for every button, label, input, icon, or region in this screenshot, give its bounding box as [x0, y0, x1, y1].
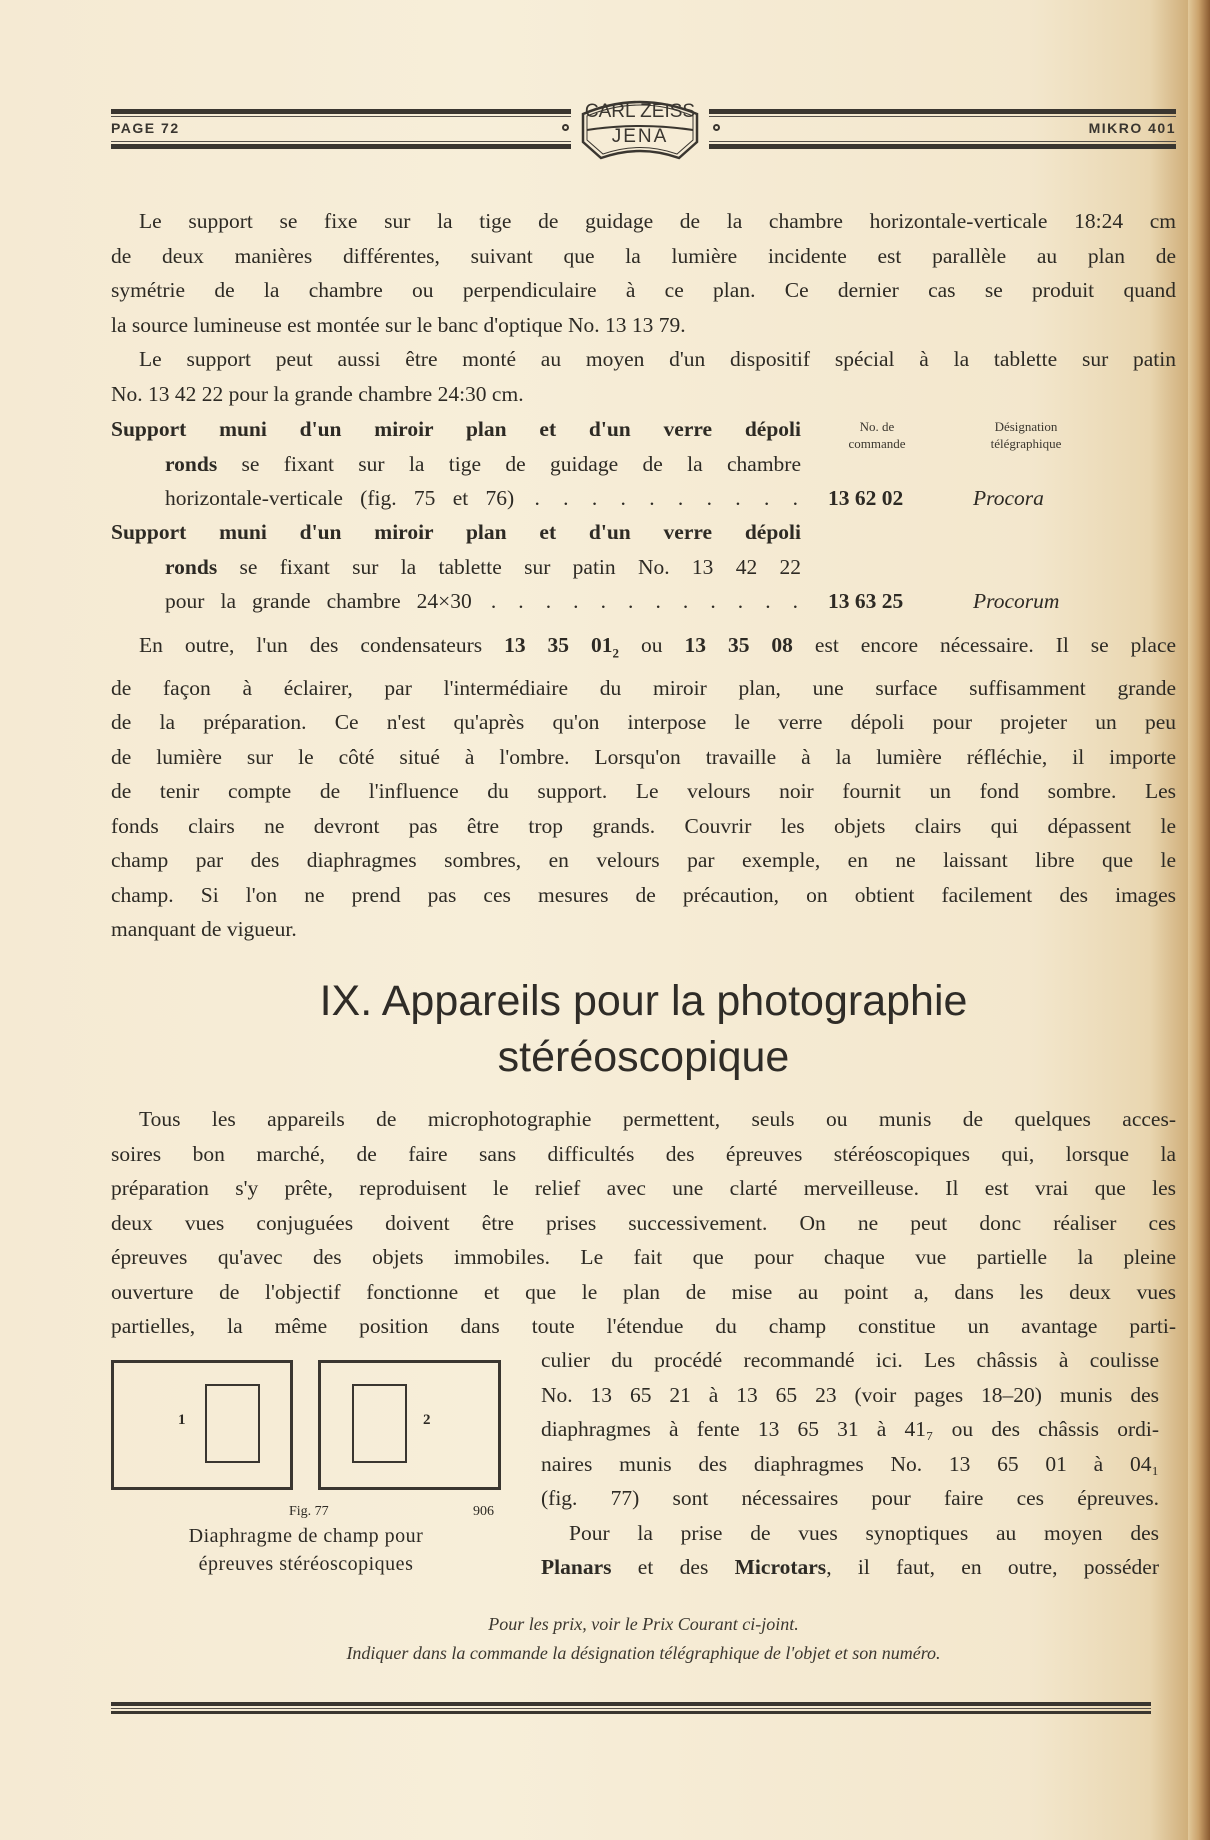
header-rule [709, 141, 1176, 142]
product-title [111, 515, 801, 550]
figure-caption [111, 1522, 501, 1578]
note-line: Pour les prix, voir le Prix Courant ci-joint. [488, 1614, 799, 1634]
caption-line: Diaphragme de champ pour [188, 1525, 424, 1547]
text-line: épreuves qu'avec des objets immobiles. Le fait que pour chaque vue partielle la pleine [111, 1245, 1176, 1269]
text-line: Pour la prise de vues synoptiques au moyen des [569, 1520, 1159, 1545]
text-run: est encore nécessaire. Il se place [792, 633, 1177, 657]
figure-77 [111, 1360, 501, 1580]
text-line: fonds clairs ne devront pas être trop grands. Couvrir les objets clairs qui dépassent le [111, 813, 1176, 838]
page-edge [1188, 0, 1210, 1840]
text-line: naires munis des diaphragmes No. 13 65 01 à 04₁ [541, 1451, 1159, 1476]
carl-zeiss-logo [575, 92, 705, 166]
text-line: de tenir compte de l'influence du support. Le velours noir fournit un fond sombre. Les [111, 779, 1176, 804]
logo-text-jena: JENA [611, 126, 669, 147]
product-item [111, 412, 801, 516]
text-line: de deux manières différentes, suivant que la lumière incidente est parallèle au plan de [111, 243, 1176, 268]
pricing-note [111, 1610, 1176, 1668]
header-rule [709, 109, 1176, 114]
product-title [111, 412, 801, 447]
product-number: 13 35 08 [684, 633, 793, 657]
text-line: Le support se fixe sur la tige de guidage de la chambre horizontale-verticale 18:24 cm [139, 209, 1176, 233]
dot-leader: . . . . . . . . . . [514, 486, 801, 510]
caption-line: épreuves stéréoscopiques [198, 1553, 414, 1575]
header-left [111, 92, 571, 152]
text-line: soires bon marché, de faire sans difficultés des épreuves stéréoscopiques qui, lorsque la [111, 1141, 1176, 1166]
text-line: Le support peut aussi être monté au moyen d'un dispositif spécial à la tablette sur patin [139, 347, 1176, 371]
logo-text-carl-zeiss: CARL ZEISS [584, 101, 696, 122]
condenser-paragraph [111, 628, 1176, 947]
header-rule [111, 116, 571, 117]
product-bold-word: ronds [165, 554, 218, 579]
text-line: de la préparation. Ce n'est qu'après qu'on interpose le verre dépoli pour projeter un peu [111, 710, 1176, 735]
catalog-label: MIKRO 401 [1088, 120, 1176, 136]
note-line: Indiquer dans la commande la désignation télégraphique de l'objet et son numéro. [346, 1643, 941, 1663]
ornament-dot-icon [713, 124, 720, 131]
order-number: 13 62 02 [828, 486, 904, 510]
right-column-text [541, 1343, 1159, 1585]
text-line: champ par des diaphragmes sombres, en velours par exemple, en ne laissant libre que le [111, 848, 1176, 873]
column-header-order-number [827, 418, 927, 452]
section-title-line: stéréoscopique [497, 1033, 790, 1081]
product-text: se fixant sur la tige de guidage de la chambre [217, 451, 801, 476]
text-line [541, 1550, 1159, 1585]
text-line: manquant de vigueur. [111, 917, 297, 942]
text-line: culier du procédé recommandé ici. Les châssis à coulisse [541, 1348, 1159, 1372]
footer-rule-line [111, 1708, 1151, 1709]
dot-leader: . . . . . . . . . . . . [471, 589, 801, 613]
text-line: No. 13 65 21 à 13 65 23 (voir pages 18–20) munis des [541, 1382, 1159, 1407]
diaphragm-aperture-2 [352, 1384, 407, 1463]
figure-label: Fig. 77 [289, 1504, 329, 1519]
product-title-bold: Support muni d'un miroir plan et d'un verre dépoli [111, 520, 801, 544]
stereo-paragraph [111, 1102, 1176, 1344]
text-line: préparation s'y prête, reproduisent le relief avec une clarté merveilleuse. Il est vrai que les [111, 1176, 1176, 1200]
product-number: 13 35 01 [504, 633, 613, 657]
section-title-line: IX. Appareils pour la photographie [319, 977, 968, 1025]
text-line: No. 13 42 22 pour la grande chambre 24:30 cm. [111, 381, 524, 406]
page-number-label: PAGE 72 [111, 120, 180, 136]
product-text: horizontale-verticale (fig. 75 et 76) [165, 486, 515, 510]
product-bold-word: ronds [165, 451, 218, 476]
text-line: de façon à éclairer, par l'intermédiaire du miroir plan, une surface suffisamment grande [111, 675, 1176, 700]
product-text: se fixant sur la tablette sur patin No. 13 42 22 [217, 554, 801, 579]
header-line: Désignation [994, 419, 1058, 434]
text-run: En outre, l'un des condensateurs [139, 633, 505, 657]
order-number: 13 63 25 [828, 589, 904, 613]
header-rule [709, 144, 1176, 149]
intro-paragraph-1 [111, 204, 1176, 411]
header-line: No. de [859, 419, 895, 434]
text-line [111, 628, 1176, 671]
telegraphic-code: Procora [973, 486, 1044, 510]
footer-rule-line [111, 1702, 1151, 1706]
product-list [111, 412, 1176, 622]
text-line: champ. Si l'on ne prend pas ces mesures de précaution, on obtient facilement des images [111, 882, 1176, 907]
header-line: commande [848, 436, 906, 451]
text-run: et des [611, 1555, 735, 1579]
header-rule [111, 141, 571, 142]
page-header [111, 92, 1176, 162]
text-line: la source lumineuse est montée sur le banc d'optique No. 13 13 79. [111, 312, 686, 337]
product-name-microtars: Microtars [734, 1555, 827, 1579]
figure-code: 906 [473, 1504, 494, 1519]
text-line: deux vues conjuguées doivent être prises successivement. On ne peut donc réaliser ces [111, 1210, 1176, 1235]
text-line: ouverture de l'objectif fonctionne et que le plan de mise au point a, dans les deux vues [111, 1279, 1176, 1304]
text-line: partielles, la même position dans toute l'étendue du champ constitue un avantage parti- [111, 1314, 1176, 1338]
text-run: , il faut, en outre, posséder [826, 1555, 1159, 1579]
header-rule [111, 109, 571, 114]
header-rule [111, 144, 571, 149]
product-line [111, 481, 801, 516]
product-line [111, 584, 801, 619]
text-line: de lumière sur le côté situé à l'ombre. Lorsqu'on travaille à la lumière réfléchie, il importe [111, 744, 1176, 769]
telegraphic-code: Procorum [973, 589, 1060, 613]
product-text: pour la grande chambre 24×30 [165, 589, 472, 613]
text-line: symétrie de la chambre ou perpendiculaire à ce plan. Ce dernier cas se produit quand [111, 278, 1176, 302]
frame-label-2: 2 [423, 1412, 431, 1428]
text-line: (fig. 77) sont nécessaires pour faire ces épreuves. [541, 1486, 1159, 1510]
diaphragm-aperture-1 [205, 1384, 260, 1463]
ornament-dot-icon [562, 124, 569, 131]
header-right [709, 92, 1176, 152]
product-name-planars: Planars [541, 1555, 612, 1579]
header-line: télégraphique [990, 436, 1062, 451]
column-header-telegraphic [961, 418, 1091, 452]
product-title-bold: Support muni d'un miroir plan et d'un verre dépoli [111, 417, 801, 441]
section-title [111, 973, 1176, 1085]
product-line [111, 550, 801, 585]
frame-label-1: 1 [178, 1412, 186, 1428]
footer-rule-line [111, 1711, 1151, 1714]
text-line: diaphragmes à fente 13 65 31 à 41₇ ou des châssis ordi- [541, 1417, 1159, 1441]
header-rule [709, 116, 1176, 117]
product-line [111, 447, 801, 482]
text-line: Tous les appareils de microphotographie permettent, seuls ou munis de quelques acces- [139, 1107, 1176, 1131]
product-item [111, 515, 801, 619]
text-run: ou [619, 633, 685, 657]
subscript: 2 [612, 645, 620, 661]
diaphragm-frame-1 [111, 1360, 293, 1490]
diaphragm-frame-2 [318, 1360, 501, 1490]
